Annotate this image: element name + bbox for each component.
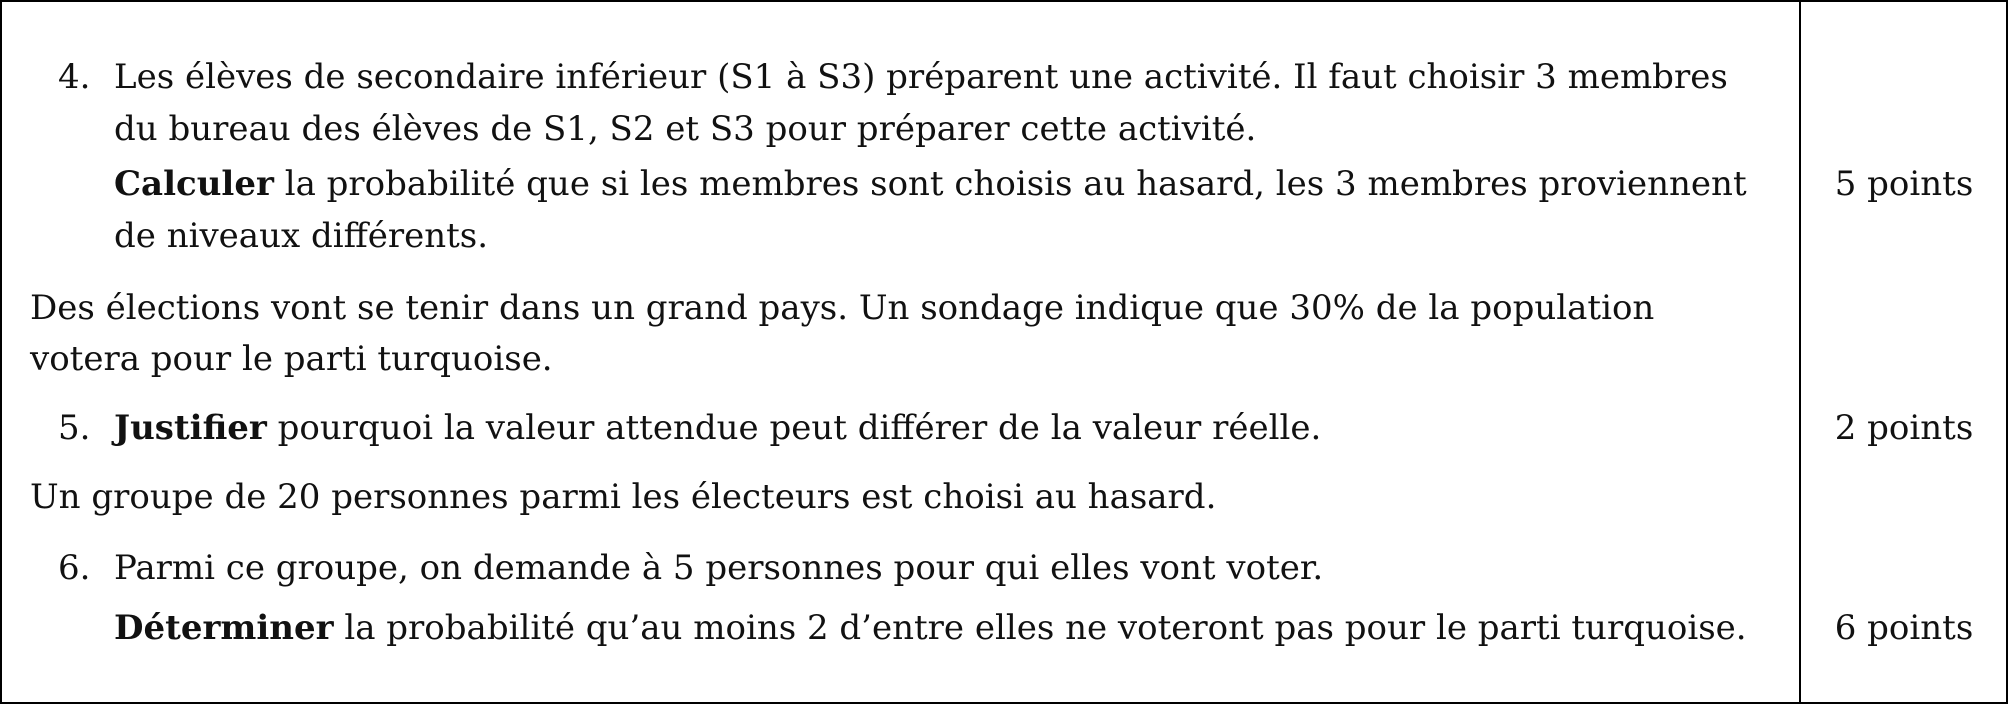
question-4-number: 4. bbox=[58, 57, 91, 97]
question-5-number: 5. bbox=[58, 408, 91, 448]
question-4-verb: Calculer bbox=[114, 164, 274, 204]
question-6-verb: Déterminer bbox=[114, 608, 334, 648]
question-6-points: 6 points bbox=[1834, 608, 1974, 648]
column-divider bbox=[1799, 2, 1801, 702]
question-5-text: pourquoi la valeur attendue peut différer de la valeur réelle. bbox=[266, 408, 1322, 448]
question-6-line-2 bbox=[114, 608, 1747, 648]
question-4-line-2: du bureau des élèves de S1, S2 et S3 pour préparer cette activité. bbox=[114, 109, 1257, 149]
question-4-line-1: Les élèves de secondaire inférieur (S1 à S3) préparent une activité. Il faut choisir 3 membres bbox=[114, 57, 1728, 97]
question-5-verb: Justifier bbox=[114, 408, 267, 448]
question-4-line-4: de niveaux différents. bbox=[114, 216, 489, 256]
question-4-line-3-text: la probabilité que si les membres sont choisis au hasard, les 3 membres proviennent bbox=[273, 164, 1747, 204]
question-4-points: 5 points bbox=[1834, 164, 1974, 204]
question-5-points: 2 points bbox=[1834, 408, 1974, 448]
question-6-number: 6. bbox=[58, 548, 91, 588]
question-6-line-1: Parmi ce groupe, on demande à 5 personnes pour qui elles vont voter. bbox=[114, 548, 1324, 588]
context-1-line-1: Des élections vont se tenir dans un grand pays. Un sondage indique que 30% de la population bbox=[30, 288, 1655, 328]
context-1-line-2: votera pour le parti turquoise. bbox=[30, 339, 553, 379]
question-4-line-3 bbox=[114, 164, 1747, 204]
question-5-line bbox=[114, 408, 1321, 448]
context-2-line-1: Un groupe de 20 personnes parmi les électeurs est choisi au hasard. bbox=[30, 477, 1217, 517]
question-6-line-2-text: la probabilité qu’au moins 2 d’entre elles ne voteront pas pour le parti turquoise. bbox=[333, 608, 1747, 648]
